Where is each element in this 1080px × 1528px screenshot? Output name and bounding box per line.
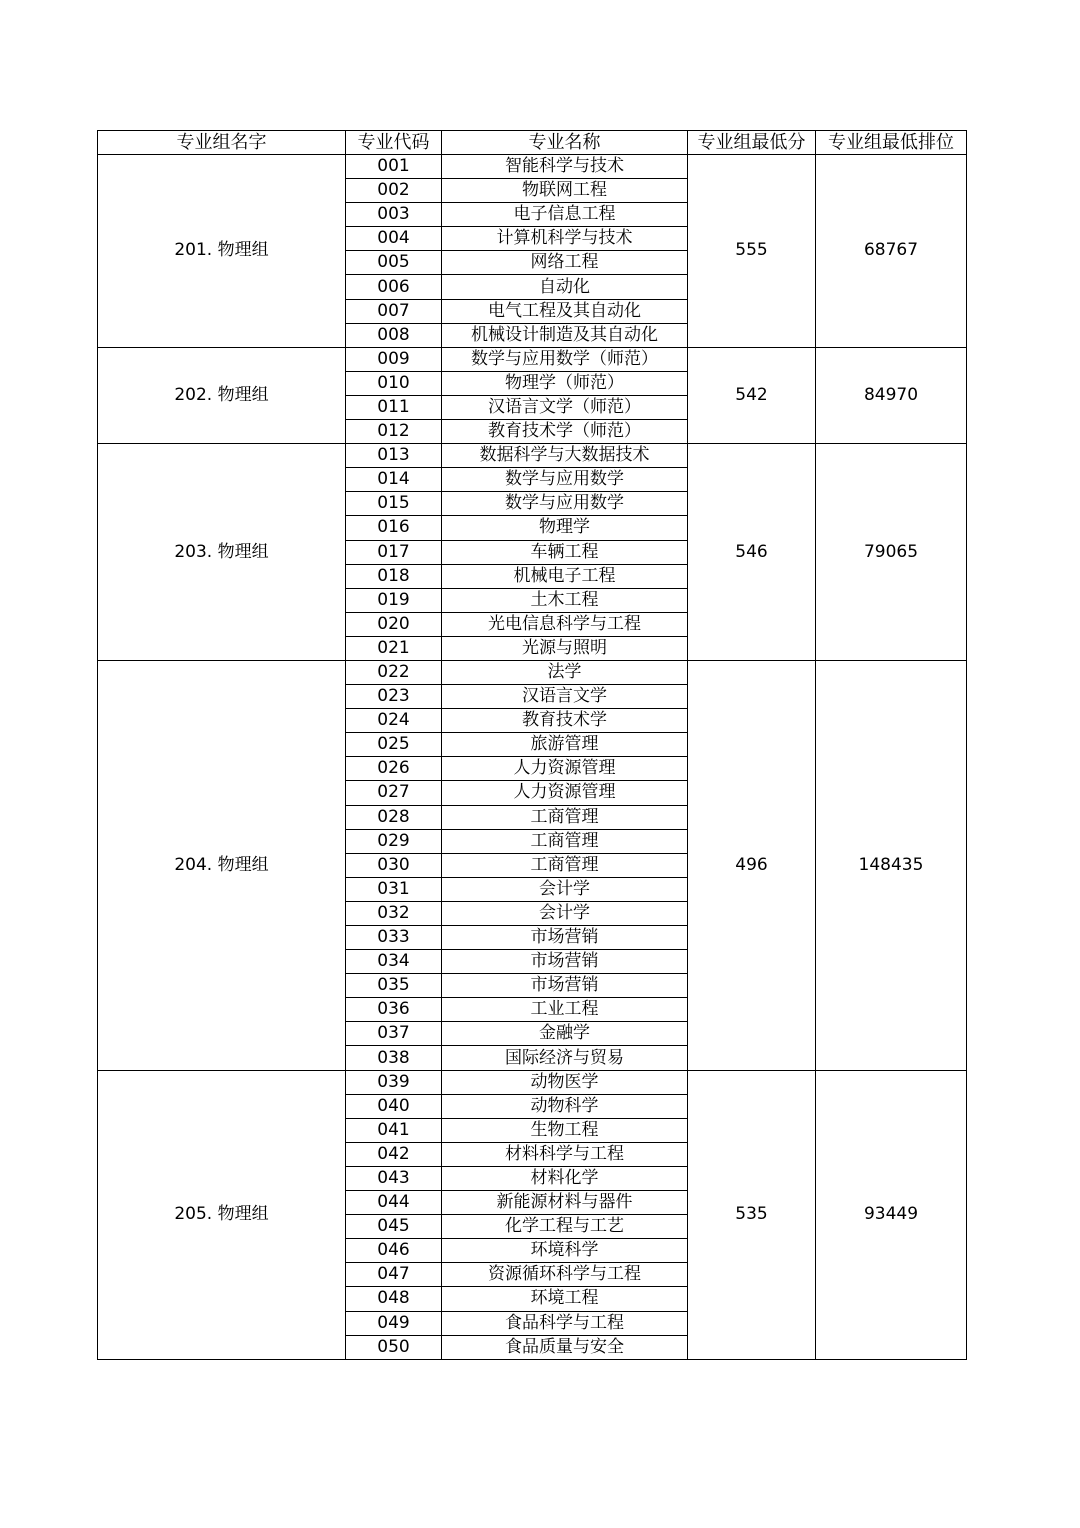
header-row <box>98 131 967 155</box>
major-name-cell: 市场营销 <box>442 926 688 950</box>
major-code-cell: 039 <box>346 1070 442 1094</box>
min-rank-cell: 148435 <box>816 660 967 1070</box>
major-code-cell: 022 <box>346 660 442 684</box>
major-name-cell: 资源循环科学与工程 <box>442 1263 688 1287</box>
major-code-cell: 042 <box>346 1142 442 1166</box>
major-name-cell: 环境工程 <box>442 1287 688 1311</box>
major-code-cell: 040 <box>346 1094 442 1118</box>
major-code-cell: 031 <box>346 877 442 901</box>
header-major-code: 专业代码 <box>346 131 442 155</box>
major-code-cell: 034 <box>346 950 442 974</box>
major-code-cell: 014 <box>346 468 442 492</box>
major-name-cell: 车辆工程 <box>442 540 688 564</box>
major-name-cell: 教育技术学（师范） <box>442 420 688 444</box>
major-name-cell: 工商管理 <box>442 829 688 853</box>
table-body <box>98 155 967 1360</box>
major-code-cell: 002 <box>346 179 442 203</box>
table-row <box>98 444 967 468</box>
major-name-cell: 新能源材料与器件 <box>442 1191 688 1215</box>
major-name-cell: 光电信息科学与工程 <box>442 612 688 636</box>
major-name-cell: 会计学 <box>442 901 688 925</box>
major-name-cell: 金融学 <box>442 1022 688 1046</box>
major-code-cell: 027 <box>346 781 442 805</box>
header-min-score: 专业组最低分 <box>688 131 816 155</box>
major-name-cell: 汉语言文学（师范） <box>442 395 688 419</box>
major-code-cell: 049 <box>346 1311 442 1335</box>
major-name-cell: 数学与应用数学 <box>442 492 688 516</box>
major-code-cell: 013 <box>346 444 442 468</box>
major-name-cell: 电子信息工程 <box>442 203 688 227</box>
major-code-cell: 046 <box>346 1239 442 1263</box>
major-name-cell: 动物科学 <box>442 1094 688 1118</box>
major-name-cell: 材料科学与工程 <box>442 1142 688 1166</box>
major-name-cell: 生物工程 <box>442 1118 688 1142</box>
group-name-cell: 201. 物理组 <box>98 155 346 348</box>
major-code-cell: 045 <box>346 1215 442 1239</box>
major-name-cell: 计算机科学与技术 <box>442 227 688 251</box>
major-name-cell: 市场营销 <box>442 974 688 998</box>
major-code-cell: 024 <box>346 709 442 733</box>
major-name-cell: 机械电子工程 <box>442 564 688 588</box>
min-rank-cell: 79065 <box>816 444 967 661</box>
major-code-cell: 015 <box>346 492 442 516</box>
group-name-cell: 203. 物理组 <box>98 444 346 661</box>
major-name-cell: 食品质量与安全 <box>442 1335 688 1359</box>
table-row <box>98 660 967 684</box>
major-name-cell: 智能科学与技术 <box>442 155 688 179</box>
min-score-cell: 546 <box>688 444 816 661</box>
major-code-cell: 020 <box>346 612 442 636</box>
major-name-cell: 工业工程 <box>442 998 688 1022</box>
major-code-cell: 036 <box>346 998 442 1022</box>
major-name-cell: 工商管理 <box>442 805 688 829</box>
major-name-cell: 法学 <box>442 660 688 684</box>
group-name-cell: 202. 物理组 <box>98 347 346 443</box>
major-name-cell: 数学与应用数学（师范） <box>442 347 688 371</box>
min-rank-cell: 68767 <box>816 155 967 348</box>
major-code-cell: 032 <box>346 901 442 925</box>
major-name-cell: 国际经济与贸易 <box>442 1046 688 1070</box>
major-code-cell: 029 <box>346 829 442 853</box>
min-score-cell: 496 <box>688 660 816 1070</box>
major-name-cell: 会计学 <box>442 877 688 901</box>
table-row <box>98 155 967 179</box>
major-code-cell: 041 <box>346 1118 442 1142</box>
group-name-cell: 205. 物理组 <box>98 1070 346 1359</box>
header-min-rank: 专业组最低排位 <box>816 131 967 155</box>
major-name-cell: 光源与照明 <box>442 636 688 660</box>
table-row <box>98 347 967 371</box>
major-name-cell: 数学与应用数学 <box>442 468 688 492</box>
major-code-cell: 021 <box>346 636 442 660</box>
admission-table <box>97 130 967 1360</box>
major-code-cell: 006 <box>346 275 442 299</box>
major-code-cell: 001 <box>346 155 442 179</box>
major-name-cell: 化学工程与工艺 <box>442 1215 688 1239</box>
major-name-cell: 物联网工程 <box>442 179 688 203</box>
major-code-cell: 035 <box>346 974 442 998</box>
major-code-cell: 023 <box>346 685 442 709</box>
major-code-cell: 009 <box>346 347 442 371</box>
major-code-cell: 030 <box>346 853 442 877</box>
major-code-cell: 026 <box>346 757 442 781</box>
major-code-cell: 017 <box>346 540 442 564</box>
major-name-cell: 机械设计制造及其自动化 <box>442 323 688 347</box>
min-rank-cell: 93449 <box>816 1070 967 1359</box>
major-code-cell: 011 <box>346 395 442 419</box>
major-code-cell: 019 <box>346 588 442 612</box>
major-name-cell: 人力资源管理 <box>442 757 688 781</box>
major-code-cell: 047 <box>346 1263 442 1287</box>
major-code-cell: 018 <box>346 564 442 588</box>
major-name-cell: 汉语言文学 <box>442 685 688 709</box>
major-code-cell: 003 <box>346 203 442 227</box>
major-name-cell: 人力资源管理 <box>442 781 688 805</box>
header-group-name: 专业组名字 <box>98 131 346 155</box>
major-name-cell: 旅游管理 <box>442 733 688 757</box>
major-name-cell: 土木工程 <box>442 588 688 612</box>
min-score-cell: 535 <box>688 1070 816 1359</box>
major-name-cell: 教育技术学 <box>442 709 688 733</box>
major-code-cell: 038 <box>346 1046 442 1070</box>
min-score-cell: 555 <box>688 155 816 348</box>
major-name-cell: 环境科学 <box>442 1239 688 1263</box>
major-name-cell: 工商管理 <box>442 853 688 877</box>
major-name-cell: 动物医学 <box>442 1070 688 1094</box>
major-name-cell: 食品科学与工程 <box>442 1311 688 1335</box>
major-code-cell: 028 <box>346 805 442 829</box>
header-major-name: 专业名称 <box>442 131 688 155</box>
major-code-cell: 016 <box>346 516 442 540</box>
major-code-cell: 050 <box>346 1335 442 1359</box>
major-name-cell: 物理学（师范） <box>442 371 688 395</box>
major-name-cell: 市场营销 <box>442 950 688 974</box>
major-name-cell: 材料化学 <box>442 1166 688 1190</box>
major-code-cell: 043 <box>346 1166 442 1190</box>
min-score-cell: 542 <box>688 347 816 443</box>
major-name-cell: 网络工程 <box>442 251 688 275</box>
major-name-cell: 电气工程及其自动化 <box>442 299 688 323</box>
table-row <box>98 1070 967 1094</box>
major-code-cell: 037 <box>346 1022 442 1046</box>
major-code-cell: 005 <box>346 251 442 275</box>
major-name-cell: 物理学 <box>442 516 688 540</box>
major-name-cell: 数据科学与大数据技术 <box>442 444 688 468</box>
major-name-cell: 自动化 <box>442 275 688 299</box>
major-code-cell: 048 <box>346 1287 442 1311</box>
major-code-cell: 010 <box>346 371 442 395</box>
major-code-cell: 008 <box>346 323 442 347</box>
major-code-cell: 004 <box>346 227 442 251</box>
min-rank-cell: 84970 <box>816 347 967 443</box>
major-code-cell: 044 <box>346 1191 442 1215</box>
major-code-cell: 007 <box>346 299 442 323</box>
major-code-cell: 025 <box>346 733 442 757</box>
major-code-cell: 033 <box>346 926 442 950</box>
group-name-cell: 204. 物理组 <box>98 660 346 1070</box>
major-code-cell: 012 <box>346 420 442 444</box>
